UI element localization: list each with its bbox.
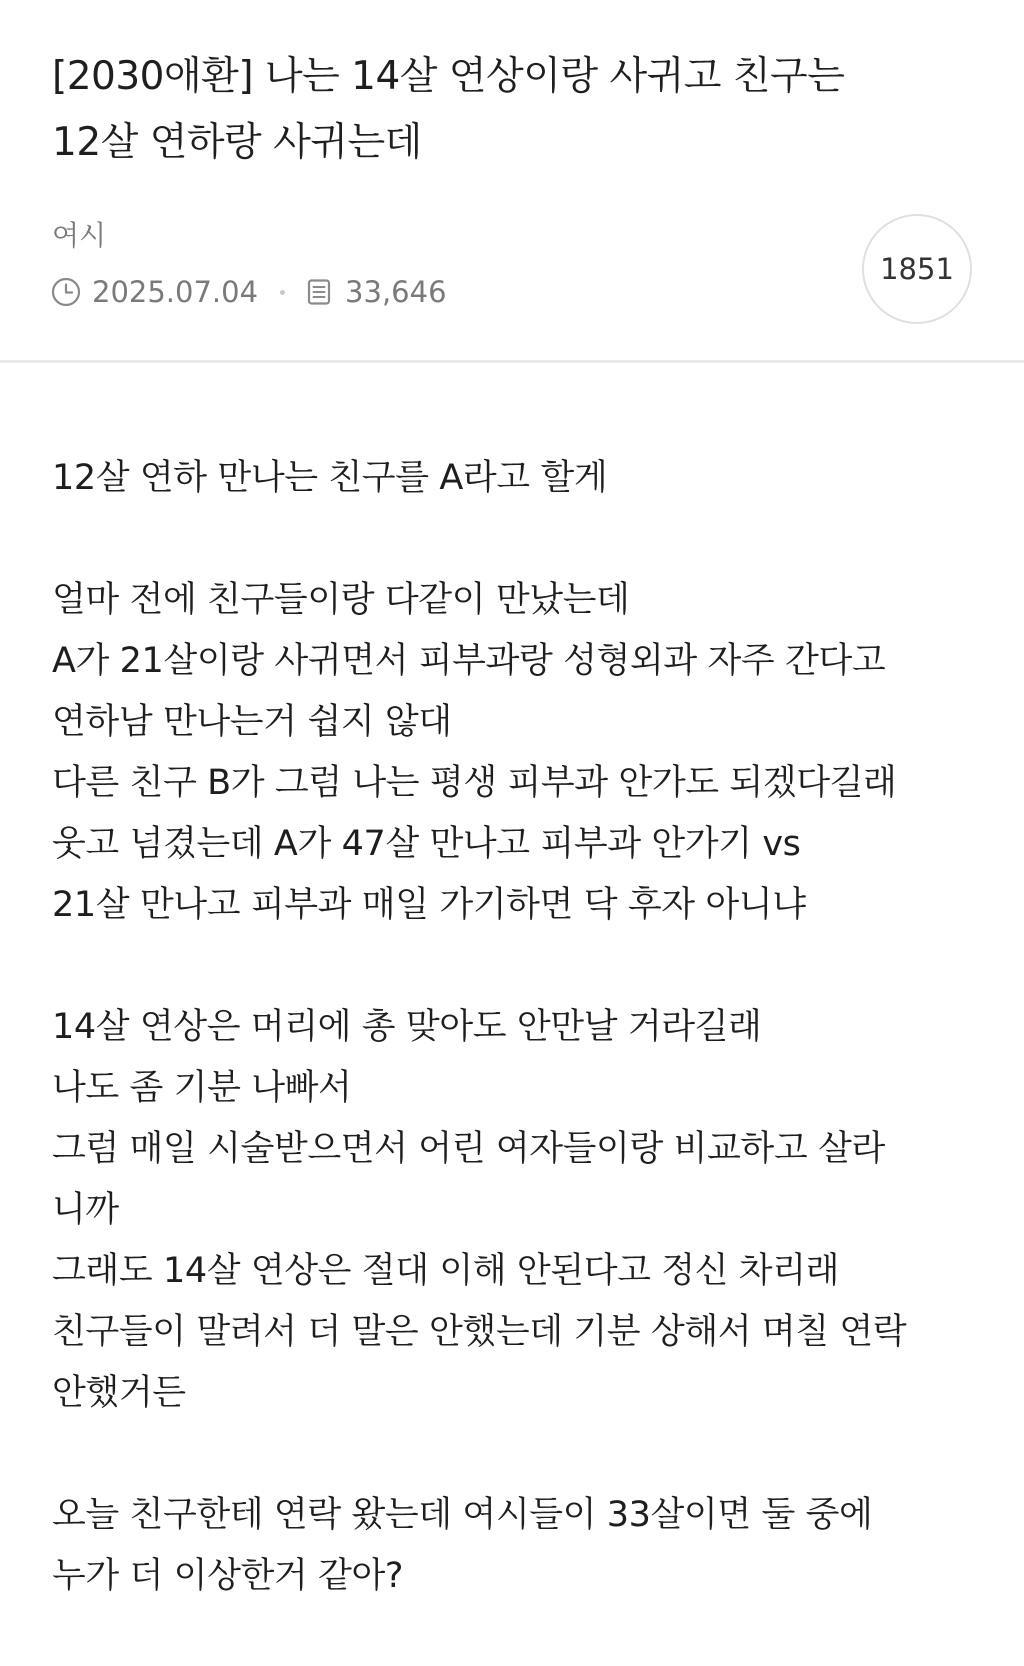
view-count: 33,646 xyxy=(345,275,447,309)
comment-count-button[interactable] xyxy=(862,214,972,324)
body-paragraph xyxy=(52,1485,982,1607)
post-title-line: 12살 연하랑 사귀는데 xyxy=(52,120,422,165)
post-header xyxy=(0,0,1024,364)
post-title xyxy=(52,44,972,176)
body-line: 얼마 전에 친구들이랑 다같이 만났는데 xyxy=(52,580,630,620)
body-line: 14살 연상은 머리에 총 맞아도 안만날 거라길래 xyxy=(52,1007,762,1047)
body-line: 오늘 친구한테 연락 왔는데 여시들이 33살이면 둘 중에 xyxy=(52,1495,873,1535)
body-line: 그럼 매일 시술받으면서 어린 여자들이랑 비교하고 살라 xyxy=(52,1129,885,1169)
body-line: 누가 더 이상한거 같아? xyxy=(52,1556,404,1596)
body-line: A가 21살이랑 사귀면서 피부과랑 성형외과 자주 간다고 xyxy=(52,641,886,681)
body-paragraph xyxy=(52,570,982,936)
body-paragraph xyxy=(52,997,982,1424)
body-line: 다른 친구 B가 그럼 나는 평생 피부과 안가도 되겠다길래 xyxy=(52,763,897,803)
clock-icon xyxy=(50,276,82,308)
comment-count: 1851 xyxy=(880,252,954,286)
author-name[interactable]: 여시 xyxy=(52,219,107,252)
meta-separator xyxy=(280,290,285,295)
body-line: 21살 만나고 피부과 매일 가기하면 닥 후자 아니냐 xyxy=(52,885,806,925)
body-paragraph xyxy=(52,448,982,509)
post-meta xyxy=(50,272,447,312)
body-line: 웃고 넘겼는데 A가 47살 만나고 피부과 안가기 vs xyxy=(52,824,801,864)
body-line: 12살 연하 만나는 친구를 A라고 할게 xyxy=(52,458,608,498)
document-icon xyxy=(303,276,335,308)
post-date: 2025.07.04 xyxy=(92,275,259,309)
body-line: 연하남 만나는거 쉽지 않대 xyxy=(52,702,452,742)
body-line: 니까 xyxy=(52,1190,119,1230)
body-line: 나도 좀 기분 나빠서 xyxy=(52,1068,352,1108)
header-divider xyxy=(0,360,1024,363)
post-title-line: [2030애환] 나는 14살 연상이랑 사귀고 친구는 xyxy=(52,54,845,99)
body-line: 그래도 14살 연상은 절대 이해 안된다고 정신 차리래 xyxy=(52,1251,840,1291)
body-line: 안했거든 xyxy=(52,1373,186,1413)
post-body xyxy=(52,448,982,1666)
body-line: 친구들이 말려서 더 말은 안했는데 기분 상해서 며칠 연락 xyxy=(52,1312,907,1352)
